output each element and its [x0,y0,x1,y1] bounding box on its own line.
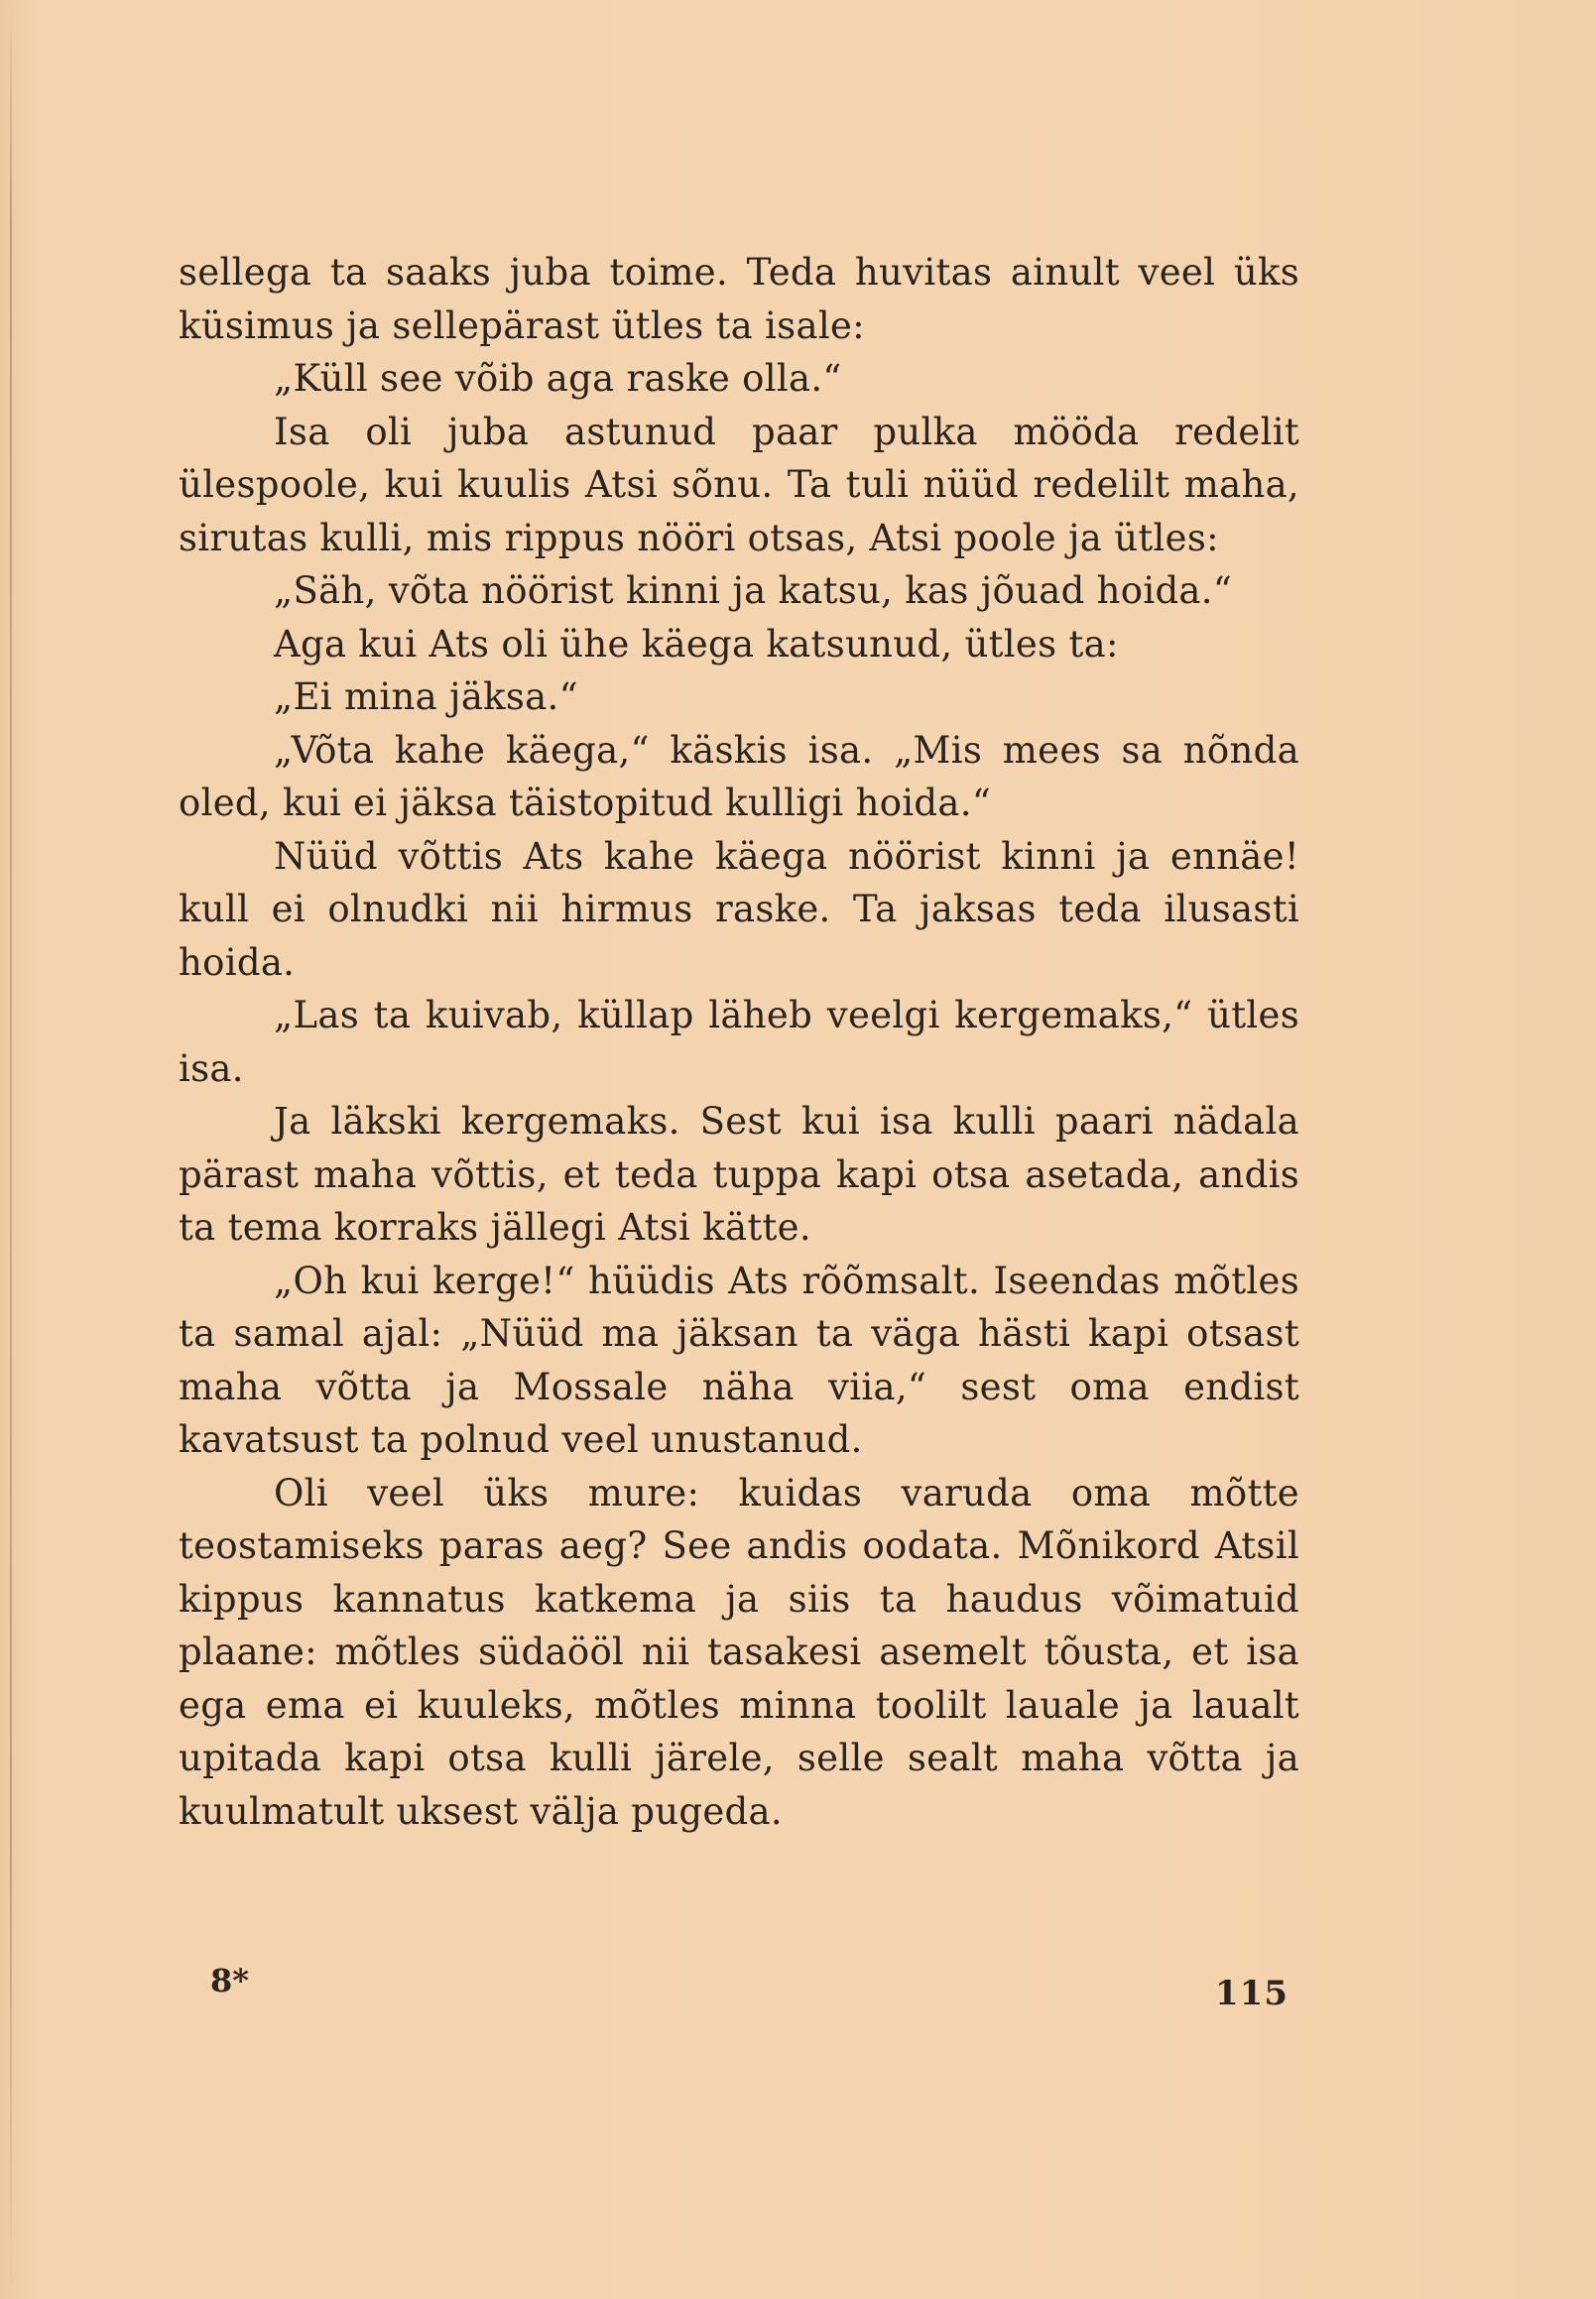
page-edge-shadow [10,0,12,2299]
page-number: 115 [1215,1974,1289,2013]
paragraph: Ja läkski kergemaks. Sest kui isa kulli paari nädala pärast maha võttis, et teda tuppa kapi otsa asetada, andis ta tema korraks jällegi Atsi kätte. [179,1100,1299,1249]
signature-mark: 8* [210,1962,249,1999]
paragraph: Aga kui Ats oli ühe käega katsunud, ütles ta: [274,622,1119,666]
body-text [179,246,1299,1838]
paragraph: Oli veel üks mure: kuidas varuda oma mõtte teostamiseks paras aeg? See andis oodata. Mõnikord Atsil kippus kannatus katkema ja siis ta haudus võimatuid plaane: mõtles südaööl nii tasakesi asemelt tõusta, et isa ega ema ei kuuleks, mõtles minna toolilt lauale ja laualt upitada kapi otsa kulli järele, selle sealt maha võtta ja kuulmatult uksest välja pugeda. [179,1471,1299,1833]
paragraph: „Võta kahe käega,“ käskis isa. „Mis mees sa nõnda oled, kui ei jäksa täistopitud kulligi hoida.“ [179,728,1299,824]
paragraph: „Oh kui kerge!“ hüüdis Ats rõõmsalt. Iseendas mõtles ta samal ajal: „Nüüd ma jäksan ta väga hästi kapi otsast maha võtta ja Mossale näha viia,“ sest oma endist kavatsust ta polnud veel unustanud. [179,1259,1299,1461]
paragraph: Isa oli juba astunud paar pulka mööda redelit ülespoole, kui kuulis Atsi sõnu. Ta tuli nüüd redelilt maha, sirutas kulli, mis rippus nööri otsas, Atsi poole ja ütles: [179,410,1299,559]
paragraph: „Ei mina jäksa.“ [274,675,578,718]
paragraph: „Küll see võib aga raske olla.“ [274,357,842,400]
paragraph: „Las ta kuivab, küllap läheb veelgi kergemaks,“ ütles isa. [179,994,1299,1090]
paragraph: sellega ta saaks juba toime. Teda huvitas ainult veel üks küsimus ja sellepärast ütles ta isale: [179,251,1299,347]
paragraph: „Säh, võta nöörist kinni ja katsu, kas jõuad hoida.“ [274,569,1233,612]
paragraph: Nüüd võttis Ats kahe käega nöörist kinni ja ennäe! kull ei olnudki nii hirmus raske. Ta jaksas teda ilusasti hoida. [179,834,1299,984]
